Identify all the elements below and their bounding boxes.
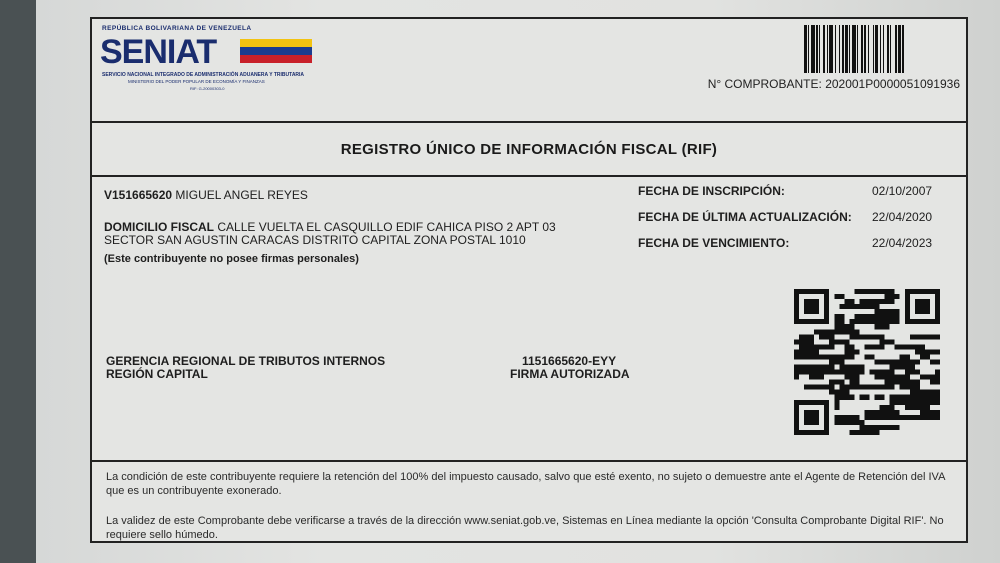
inscripcion-date: 02/10/2007 — [872, 184, 933, 198]
qr-code-image — [794, 289, 940, 435]
domicilio-address-2: SECTOR SAN AGUSTIN CARACAS DISTRITO CAPITAL ZONA POSTAL 1010 — [104, 233, 526, 247]
logo-wordmark: SENIAT — [100, 33, 217, 71]
comprobante-label: N° COMPROBANTE: — [707, 77, 822, 91]
gerencia-line-1: GERENCIA REGIONAL DE TRIBUTOS INTERNOS — [106, 354, 386, 368]
comprobante-number — [708, 77, 960, 91]
taxpayer-id-line — [104, 188, 308, 202]
firma-code: 1151665620-EYY — [522, 354, 617, 368]
certificate-footer — [92, 462, 966, 542]
certificate-body — [92, 177, 966, 462]
taxpayer-rif: V151665620 — [104, 188, 173, 202]
logo-country-text: REPÚBLICA BOLIVARIANA DE VENEZUELA — [102, 25, 252, 32]
footer-retention-note: La condición de este contribuyente requiere la retención del 100% del impuesto causado, salvo que esté exento, no sujeto o demuestre ante el Agente de Retención del IVA que es un contribuyente exonerado. — [106, 471, 945, 497]
background-desk — [0, 0, 40, 563]
gerencia-line-2: REGIÓN CAPITAL — [106, 367, 208, 381]
actualizacion-label: FECHA DE ÚLTIMA ACTUALIZACIÓN: — [638, 210, 852, 224]
domicilio-line-1 — [104, 220, 556, 234]
actualizacion-date: 22/04/2020 — [872, 210, 933, 224]
comprobante-value: 202001P0000051091936 — [825, 77, 960, 91]
firmas-note: (Este contribuyente no posee firmas personales) — [104, 253, 359, 265]
rif-certificate — [90, 17, 968, 543]
logo-ministry-text: MINISTERIO DEL PODER POPULAR DE ECONOMÍA Y FINANZAS — [128, 79, 265, 84]
seniat-logo — [100, 25, 315, 95]
domicilio-address-1: CALLE VUELTA EL CASQUILLO EDIF CAHICA PISO 2 APT 03 — [217, 220, 556, 234]
inscripcion-label: FECHA DE INSCRIPCIÓN: — [638, 184, 785, 198]
certificate-header — [92, 19, 966, 123]
logo-rif-text: RIF: G-20000303-0 — [190, 86, 225, 91]
taxpayer-name: MIGUEL ANGEL REYES — [175, 188, 308, 202]
venezuela-flag-icon — [240, 39, 312, 63]
vencimiento-date: 22/04/2023 — [872, 236, 933, 250]
firma-label: FIRMA AUTORIZADA — [510, 367, 630, 381]
footer-validity-note: La validez de este Comprobante debe verificarse a través de la dirección www.seniat.gob.ve, Sistemas en Línea mediante la opción 'Consulta Comprobante Digital RIF'. No requiere sello húmedo. — [106, 515, 944, 541]
barcode-image — [804, 25, 964, 73]
logo-agency-text: SERVICIO NACIONAL INTEGRADO DE ADMINISTRACIÓN ADUANERA Y TRIBUTARIA — [102, 72, 305, 78]
title-band — [92, 123, 966, 177]
vencimiento-label: FECHA DE VENCIMIENTO: — [638, 236, 790, 250]
document-title: REGISTRO ÚNICO DE INFORMACIÓN FISCAL (RIF) — [340, 140, 718, 158]
domicilio-label: DOMICILIO FISCAL — [104, 220, 214, 234]
